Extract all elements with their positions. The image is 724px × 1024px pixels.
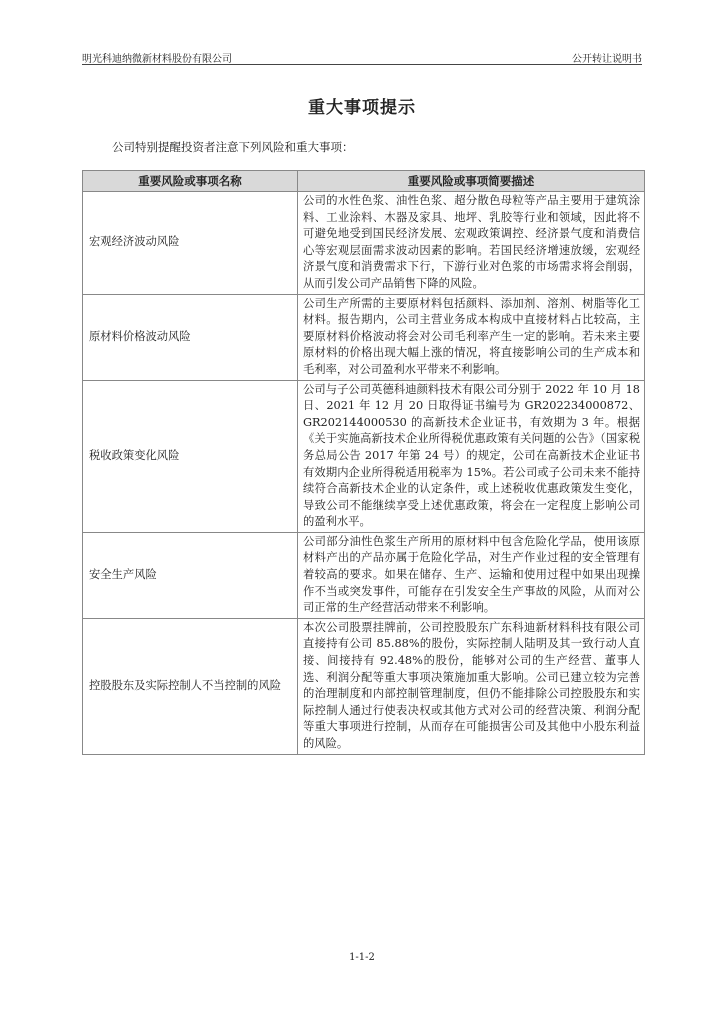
table-row [83,192,645,295]
table-row [83,532,645,618]
page-title: 重大事项提示 [308,98,416,118]
table-row [83,380,645,532]
risk-name: 宏观经济波动风险 [83,192,298,295]
risk-description: 公司与子公司英德科迪颜料技术有限公司分别于 2022 年 10 月 18 日、2021 年 12 月 20 日取得证书编号为 GR202234000872、GR202144000530 的高新技术企业证书，有效期为 3 年。根据《关于实施高新技术企业所得税优惠政策有关问题的公告》（国家税务总局公告 2017 年第 24 号）的规定，公司在高新技术企业证书有效期内企业所得税适用税率为 15%。若公司或子公司未来不能持续符合高新技术企业的认定条件，或上述税收优惠政策发生变化，导致公司不能继续享受上述优惠政策，将会在一定程度上影响公司的盈利水平。 [298,380,645,532]
risk-description: 本次公司股票挂牌前，公司控股股东广东科迪新材料科技有限公司直接持有公司 85.88%的股份，实际控制人陆明及其一致行动人直接、间接持有 92.48%的股份，能够对公司的生产经营、董事人选、利润分配等重大事项决策施加重大影响。公司已建立较为完善的治理制度和内部控制管理制度，但仍不能排除公司控股股东和实际控制人通过行使表决权或其他方式对公司的经营决策、利润分配等重大事项进行控制，从而存在可能损害公司及其他中小股东利益的风险。 [298,618,645,754]
table-row [83,294,645,380]
risk-name: 税收政策变化风险 [83,380,298,532]
intro-text: 公司特别提醒投资者注意下列风险和重大事项： [112,140,354,154]
page-number: 1-1-2 [349,952,375,963]
risk-name: 控股股东及实际控制人不当控制的风险 [83,618,298,754]
risk-description: 公司的水性色浆、油性色浆、超分散色母粒等产品主要用于建筑涂料、工业涂料、木器及家具、地坪、乳胶等行业和领域，因此将不可避免地受到国民经济发展、宏观政策调控、经济景气度和消费信心等宏观层面需求波动因素的影响。若国民经济增速放缓，宏观经济景气度和消费需求下行，下游行业对色浆的市场需求将会削弱，从而引发公司产品销售下降的风险。 [298,192,645,295]
table-row [83,618,645,754]
page-header [82,44,642,65]
document-type: 公开转让说明书 [572,54,642,65]
header-risk-name: 重要风险或事项名称 [83,171,298,192]
table-header-row [83,171,645,192]
company-name: 明光科迪纳微新材料股份有限公司 [82,54,232,65]
risk-table [82,170,645,755]
risk-description: 公司生产所需的主要原材料包括颜料、添加剂、溶剂、树脂等化工材料。报告期内，公司主营业务成本构成中直接材料占比较高，主要原材料价格波动将会对公司毛利率产生一定的影响。若未来主要原材料的价格出现大幅上涨的情况，将直接影响公司的生产成本和毛利率，对公司盈利水平带来不利影响。 [298,294,645,380]
risk-name: 原材料价格波动风险 [83,294,298,380]
header-risk-description: 重要风险或事项简要描述 [298,171,645,192]
risk-description: 公司部分油性色浆生产所用的原材料中包含危险化学品，使用该原材料产出的产品亦属于危险化学品，对生产作业过程的安全管理有着较高的要求。如果在储存、生产、运输和使用过程中如果出现操作不当或突发事件，可能存在引发安全生产事故的风险，从而对公司正常的生产经营活动带来不利影响。 [298,532,645,618]
risk-name: 安全生产风险 [83,532,298,618]
